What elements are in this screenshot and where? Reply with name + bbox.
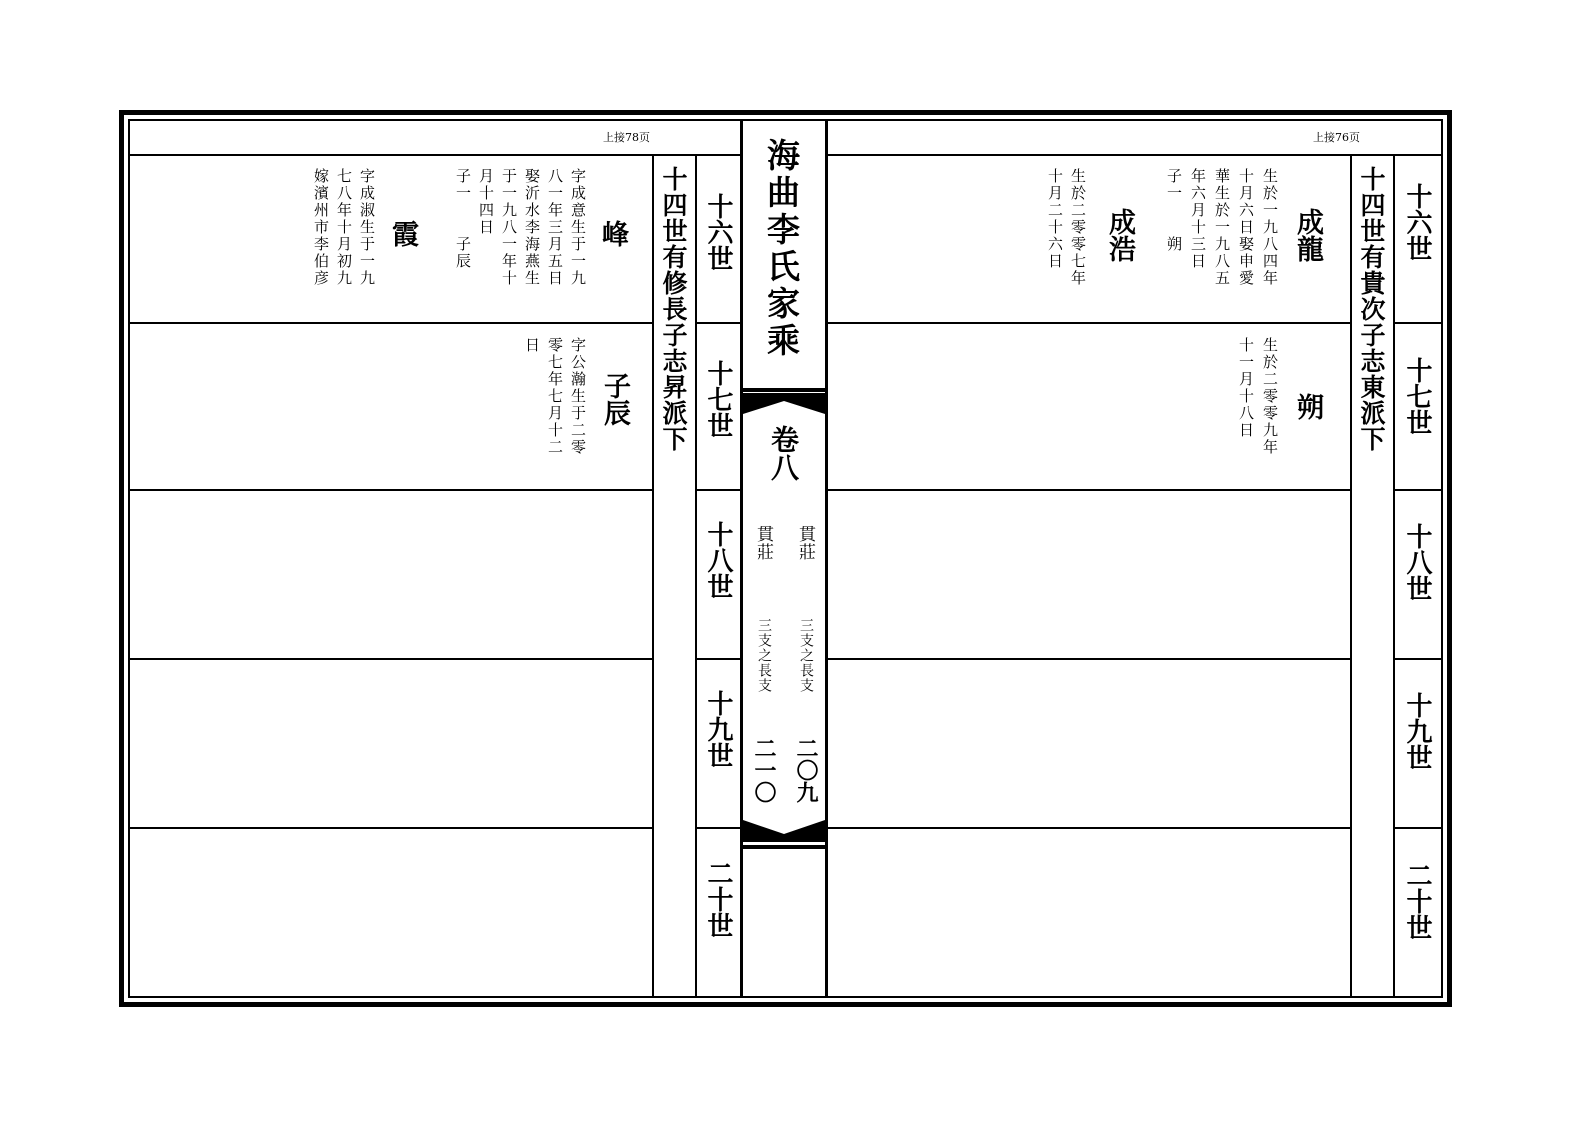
- person-note-chenglong: 華生於一九八五: [1213, 168, 1231, 287]
- person-note-zichen: 零七年七月十二: [546, 337, 564, 456]
- person-name-zichen: 子辰: [599, 372, 630, 426]
- person-note-shuo: 生於二零零九年: [1261, 337, 1279, 456]
- left-gen-17: 十七世: [703, 360, 733, 438]
- person-name-xia: 霞: [387, 220, 418, 247]
- spine-band-bottom-line: [743, 845, 825, 849]
- left-row-line: [128, 658, 652, 660]
- right-gen-18: 十八世: [1402, 523, 1432, 601]
- left-row-line: [128, 489, 652, 491]
- left-gen-20: 二十世: [703, 860, 733, 938]
- spine-left-edge: [740, 119, 743, 998]
- right-row-line: [828, 489, 1350, 491]
- left-gen-divider: [695, 155, 697, 996]
- person-name-feng: 峰: [597, 220, 628, 247]
- right-gen-divider: [1393, 155, 1395, 996]
- volume-label: 卷八: [767, 425, 800, 481]
- person-note-chenglong: 年六月十三日: [1189, 168, 1207, 270]
- person-note-chenghao: 生於二零零七年: [1069, 168, 1087, 287]
- person-note-chenglong: 生於一九八四年: [1261, 168, 1279, 287]
- right-row-line: [828, 658, 1350, 660]
- person-note-xia: 嫁濱州市李伯彦: [312, 168, 330, 287]
- right-branch-divider: [1350, 155, 1352, 996]
- person-note-feng: 于一九八一年十: [500, 168, 518, 287]
- left-gen-row-line: [695, 827, 740, 829]
- person-note-xia: 字成淑生于一九: [358, 168, 376, 287]
- branch-left: 三支之長支: [756, 618, 772, 693]
- person-note-xia: 七八年十月初九: [335, 168, 353, 287]
- right-gen-17: 十七世: [1402, 357, 1432, 435]
- person-note-feng: 子一 子辰: [454, 168, 472, 270]
- person-name-shuo: 朔: [1292, 393, 1323, 420]
- village-right: 貫莊: [795, 525, 815, 561]
- person-note-chenglong: 子一 朔: [1165, 168, 1183, 253]
- left-gen-19: 十九世: [703, 690, 733, 768]
- right-continuation-note: 上接76页: [1313, 131, 1360, 144]
- person-note-feng: 月十四日: [477, 168, 495, 236]
- person-note-chenghao: 十月二十六日: [1046, 168, 1064, 270]
- right-row-line: [828, 827, 1350, 829]
- left-continuation-note: 上接78页: [603, 131, 650, 144]
- spine-fishtail-top: [743, 393, 825, 415]
- branch-right: 三支之長支: [798, 618, 814, 693]
- person-note-feng: 娶沂水李海燕生: [523, 168, 541, 287]
- left-row-line: [128, 827, 652, 829]
- right-gen-row-line: [1393, 489, 1441, 491]
- right-gen-20: 二十世: [1402, 862, 1432, 940]
- person-note-zichen: 字公瀚生于二零: [569, 337, 587, 456]
- left-branch-divider: [652, 155, 654, 996]
- right-branch-title: 十四世有貴次子志東派下: [1357, 166, 1386, 452]
- left-header-line: [128, 154, 740, 156]
- genealogy-title: 海曲李氏家乘: [762, 138, 801, 360]
- person-note-zichen: 日: [523, 337, 541, 354]
- person-name-chenghao: 成浩: [1104, 208, 1135, 262]
- spine-right-edge: [825, 119, 828, 998]
- page-number-left: 二一〇: [751, 737, 777, 803]
- spine-band-top-line: [743, 388, 825, 392]
- person-note-shuo: 十一月十八日: [1237, 337, 1255, 439]
- page-number-right: 二〇九: [793, 737, 819, 803]
- right-gen-row-line: [1393, 322, 1441, 324]
- left-row-line: [128, 322, 652, 324]
- right-row-line: [828, 322, 1350, 324]
- person-name-chenglong: 成龍: [1292, 208, 1323, 262]
- right-header-line: [828, 154, 1441, 156]
- left-gen-18: 十八世: [703, 521, 733, 599]
- left-gen-row-line: [695, 489, 740, 491]
- right-gen-16: 十六世: [1402, 183, 1432, 261]
- spine-fishtail-bottom: [743, 820, 825, 842]
- right-gen-row-line: [1393, 827, 1441, 829]
- person-note-chenglong: 十月六日娶申愛: [1237, 168, 1255, 287]
- left-gen-row-line: [695, 658, 740, 660]
- person-note-feng: 八一年三月五日: [546, 168, 564, 287]
- left-gen-row-line: [695, 322, 740, 324]
- village-left: 貫莊: [753, 525, 773, 561]
- right-gen-row-line: [1393, 658, 1441, 660]
- right-gen-19: 十九世: [1402, 692, 1432, 770]
- left-branch-title: 十四世有修長子志昇派下: [659, 166, 688, 452]
- person-note-feng: 字成意生于一九: [569, 168, 587, 287]
- left-gen-16: 十六世: [703, 193, 733, 271]
